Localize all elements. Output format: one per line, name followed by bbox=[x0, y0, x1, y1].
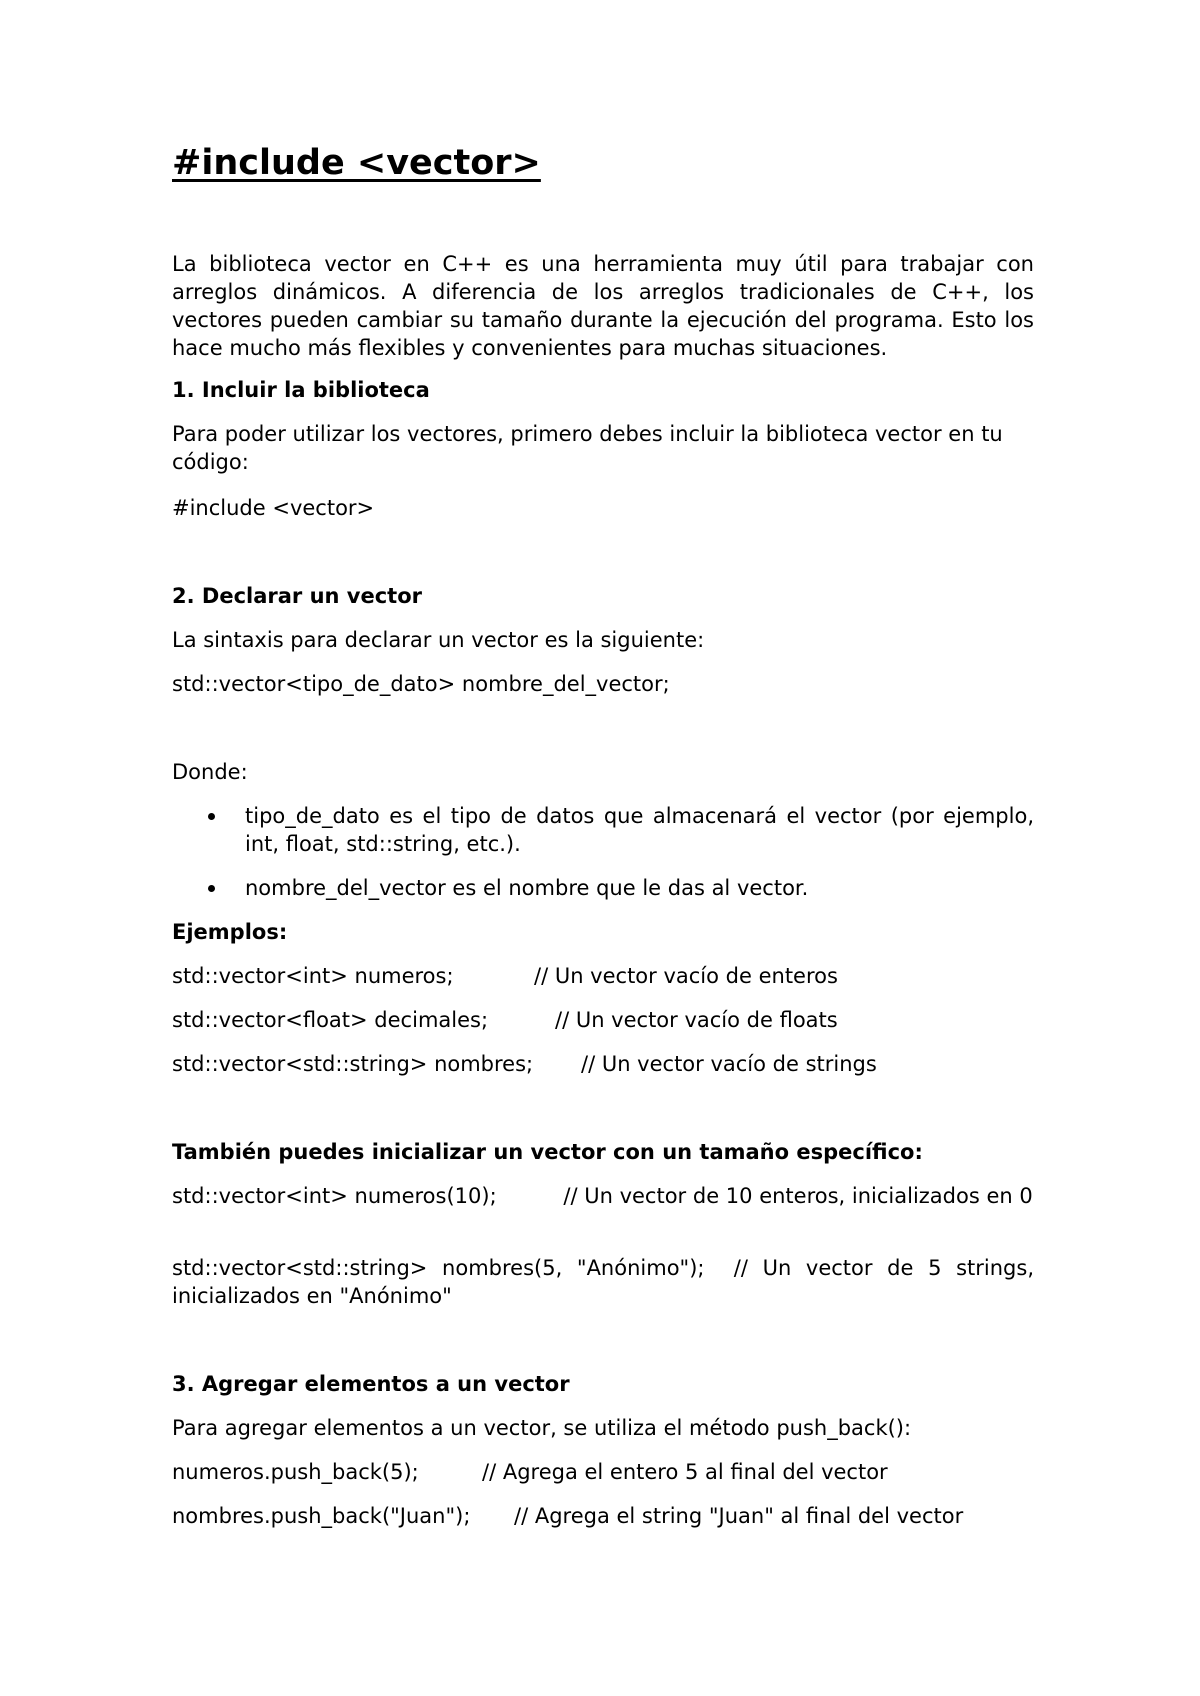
section-1-code: #include <vector> bbox=[172, 496, 375, 520]
list-item-text: tipo_de_dato es el tipo de datos que almacenará el vector (por ejemplo, int, float, std::string, etc.). bbox=[245, 804, 1034, 856]
example-line bbox=[172, 1502, 964, 1530]
example-comment: // Un vector vacío de strings bbox=[581, 1052, 877, 1076]
section-2-text: La sintaxis para declarar un vector es la siguiente: bbox=[172, 628, 705, 652]
donde-label: Donde: bbox=[172, 760, 248, 784]
example-code: nombres.push_back("Juan"); bbox=[172, 1504, 471, 1528]
document-page bbox=[172, 0, 1041, 1696]
bullet-icon bbox=[208, 813, 215, 820]
example-line bbox=[172, 962, 838, 990]
example-code: numeros.push_back(5); bbox=[172, 1460, 419, 1484]
example-code: std::vector<float> decimales; bbox=[172, 1008, 489, 1032]
init-example: std::vector<int> numeros(10); // Un vector de 10 enteros, inicializados en 0 bbox=[172, 1184, 1033, 1208]
example-line bbox=[172, 1458, 888, 1486]
example-comment: // Agrega el entero 5 al final del vector bbox=[482, 1460, 888, 1484]
example-comment: // Agrega el string "Juan" al final del vector bbox=[514, 1504, 964, 1528]
example-comment: // Un vector vacío de floats bbox=[555, 1008, 838, 1032]
section-3-text: Para agregar elementos a un vector, se utiliza el método push_back(): bbox=[172, 1416, 912, 1440]
section-3-heading: 3. Agregar elementos a un vector bbox=[172, 1372, 570, 1396]
example-code: std::vector<int> numeros; bbox=[172, 964, 454, 988]
section-2-code: std::vector<tipo_de_dato> nombre_del_vector; bbox=[172, 672, 670, 696]
section-1-heading: 1. Incluir la biblioteca bbox=[172, 378, 430, 402]
section-1-text: Para poder utilizar los vectores, primero debes incluir la biblioteca vector en tu código: bbox=[172, 422, 1003, 474]
bullet-icon bbox=[208, 885, 215, 892]
document-title: #include <vector> bbox=[172, 143, 541, 183]
intro-paragraph: La biblioteca vector en C++ es una herramienta muy útil para trabajar con arreglos dinámicos. A diferencia de los arreglos tradicionales de C++, los vectores pueden cambiar su tamaño durante la ejecución del programa. Esto los hace mucho más flexibles y convenientes para muchas situaciones. bbox=[172, 252, 1034, 360]
init-heading: También puedes inicializar un vector con un tamaño específico: bbox=[172, 1140, 923, 1164]
example-comment: // Un vector vacío de enteros bbox=[534, 964, 838, 988]
example-code: std::vector<std::string> nombres; bbox=[172, 1052, 534, 1076]
example-line bbox=[172, 1050, 877, 1078]
init-example: std::vector<std::string> nombres(5, "Anónimo"); // Un vector de 5 strings, inicializados en "Anónimo" bbox=[172, 1256, 1041, 1308]
section-2-heading: 2. Declarar un vector bbox=[172, 584, 423, 608]
list-item-text: nombre_del_vector es el nombre que le das al vector. bbox=[245, 876, 809, 900]
example-line bbox=[172, 1006, 838, 1034]
ejemplos-heading: Ejemplos: bbox=[172, 920, 288, 944]
